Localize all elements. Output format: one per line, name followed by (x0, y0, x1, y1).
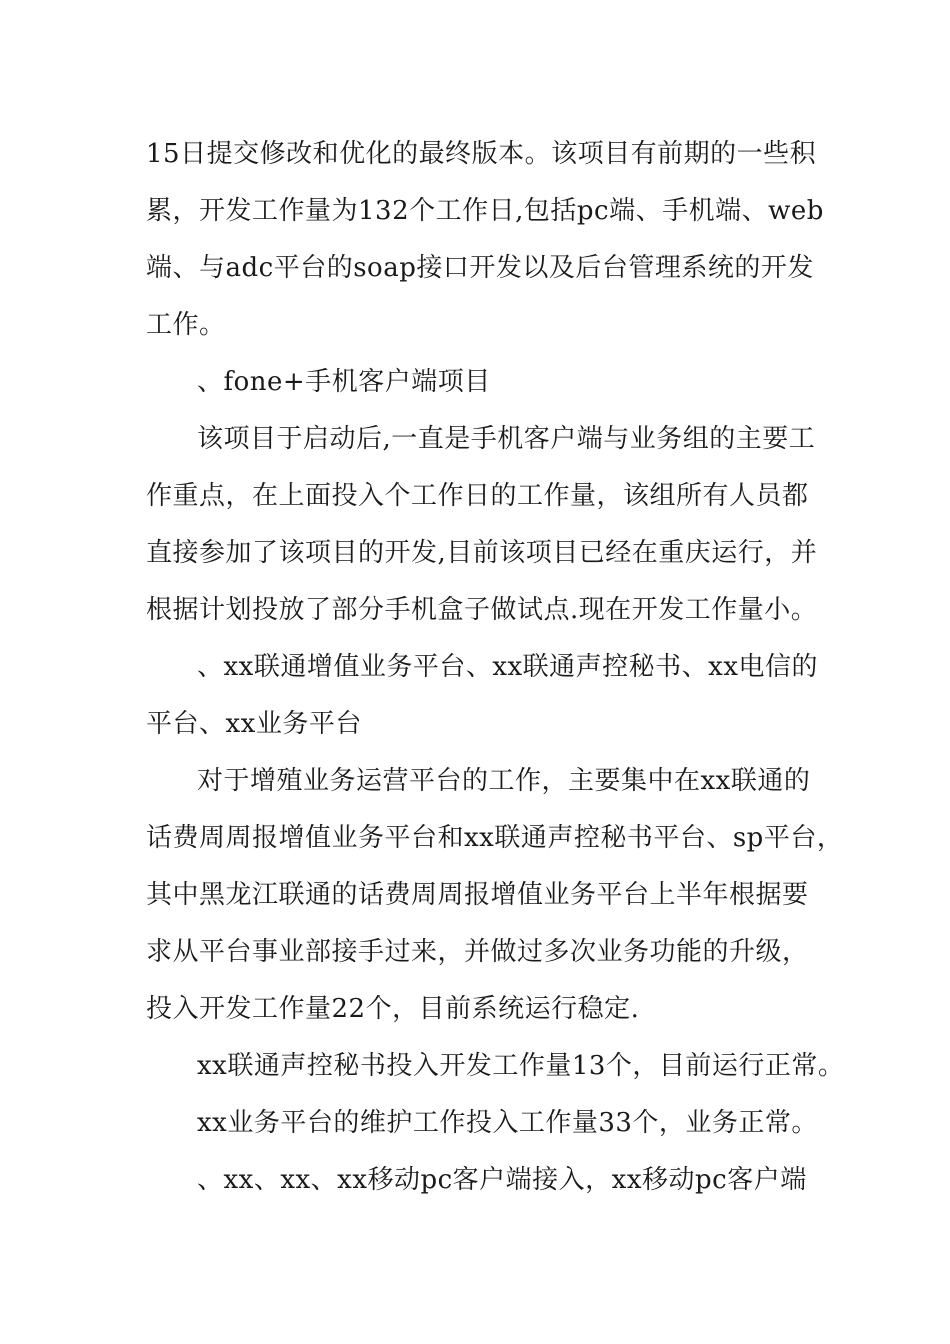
text-line: 求从平台事业部接手过来，并做过多次业务功能的升级， (146, 937, 809, 967)
section-heading: 、fone+手机客户端项目 (197, 367, 491, 397)
text-line: 直接参加了该项目的开发,目前该项目已经在重庆运行，并 (146, 538, 818, 568)
text-line: 投入开发工作量22个，目前系统运行稳定. (146, 994, 640, 1024)
text-line: 其中黑龙江联通的话费周周报增值业务平台上半年根据要 (146, 880, 809, 910)
text-line: 该项目于启动后,一直是手机客户端与业务组的主要工 (197, 424, 816, 454)
text-line: 端、与adc平台的soap接口开发以及后台管理系统的开发 (146, 253, 814, 283)
text-line: 话费周周报增值业务平台和xx联通声控秘书平台、sp平台， (146, 823, 844, 853)
text-line: 对于增殖业务运营平台的工作，主要集中在xx联通的 (197, 766, 811, 796)
text-line: 累，开发工作量为132个工作日,包括pc端、手机端、web (146, 196, 824, 226)
text-line: 根据计划投放了部分手机盒子做试点.现在开发工作量小。 (146, 595, 818, 625)
section-heading: 、xx、xx、xx移动pc客户端接入，xx移动pc客户端 (197, 1165, 807, 1195)
text-line: xx联通声控秘书投入开发工作量13个，目前运行正常。 (197, 1051, 845, 1081)
section-heading: 、xx联通增值业务平台、xx联通声控秘书、xx电信的 (197, 652, 818, 682)
text-line: xx业务平台的维护工作投入工作量33个，业务正常。 (197, 1108, 818, 1138)
text-line: 工作。 (146, 310, 226, 340)
text-line: 15日提交修改和优化的最终版本。该项目有前期的一些积 (146, 139, 817, 169)
section-heading-continued: 平台、xx业务平台 (146, 709, 362, 739)
text-line: 作重点，在上面投入个工作日的工作量，该组所有人员都 (146, 481, 809, 511)
